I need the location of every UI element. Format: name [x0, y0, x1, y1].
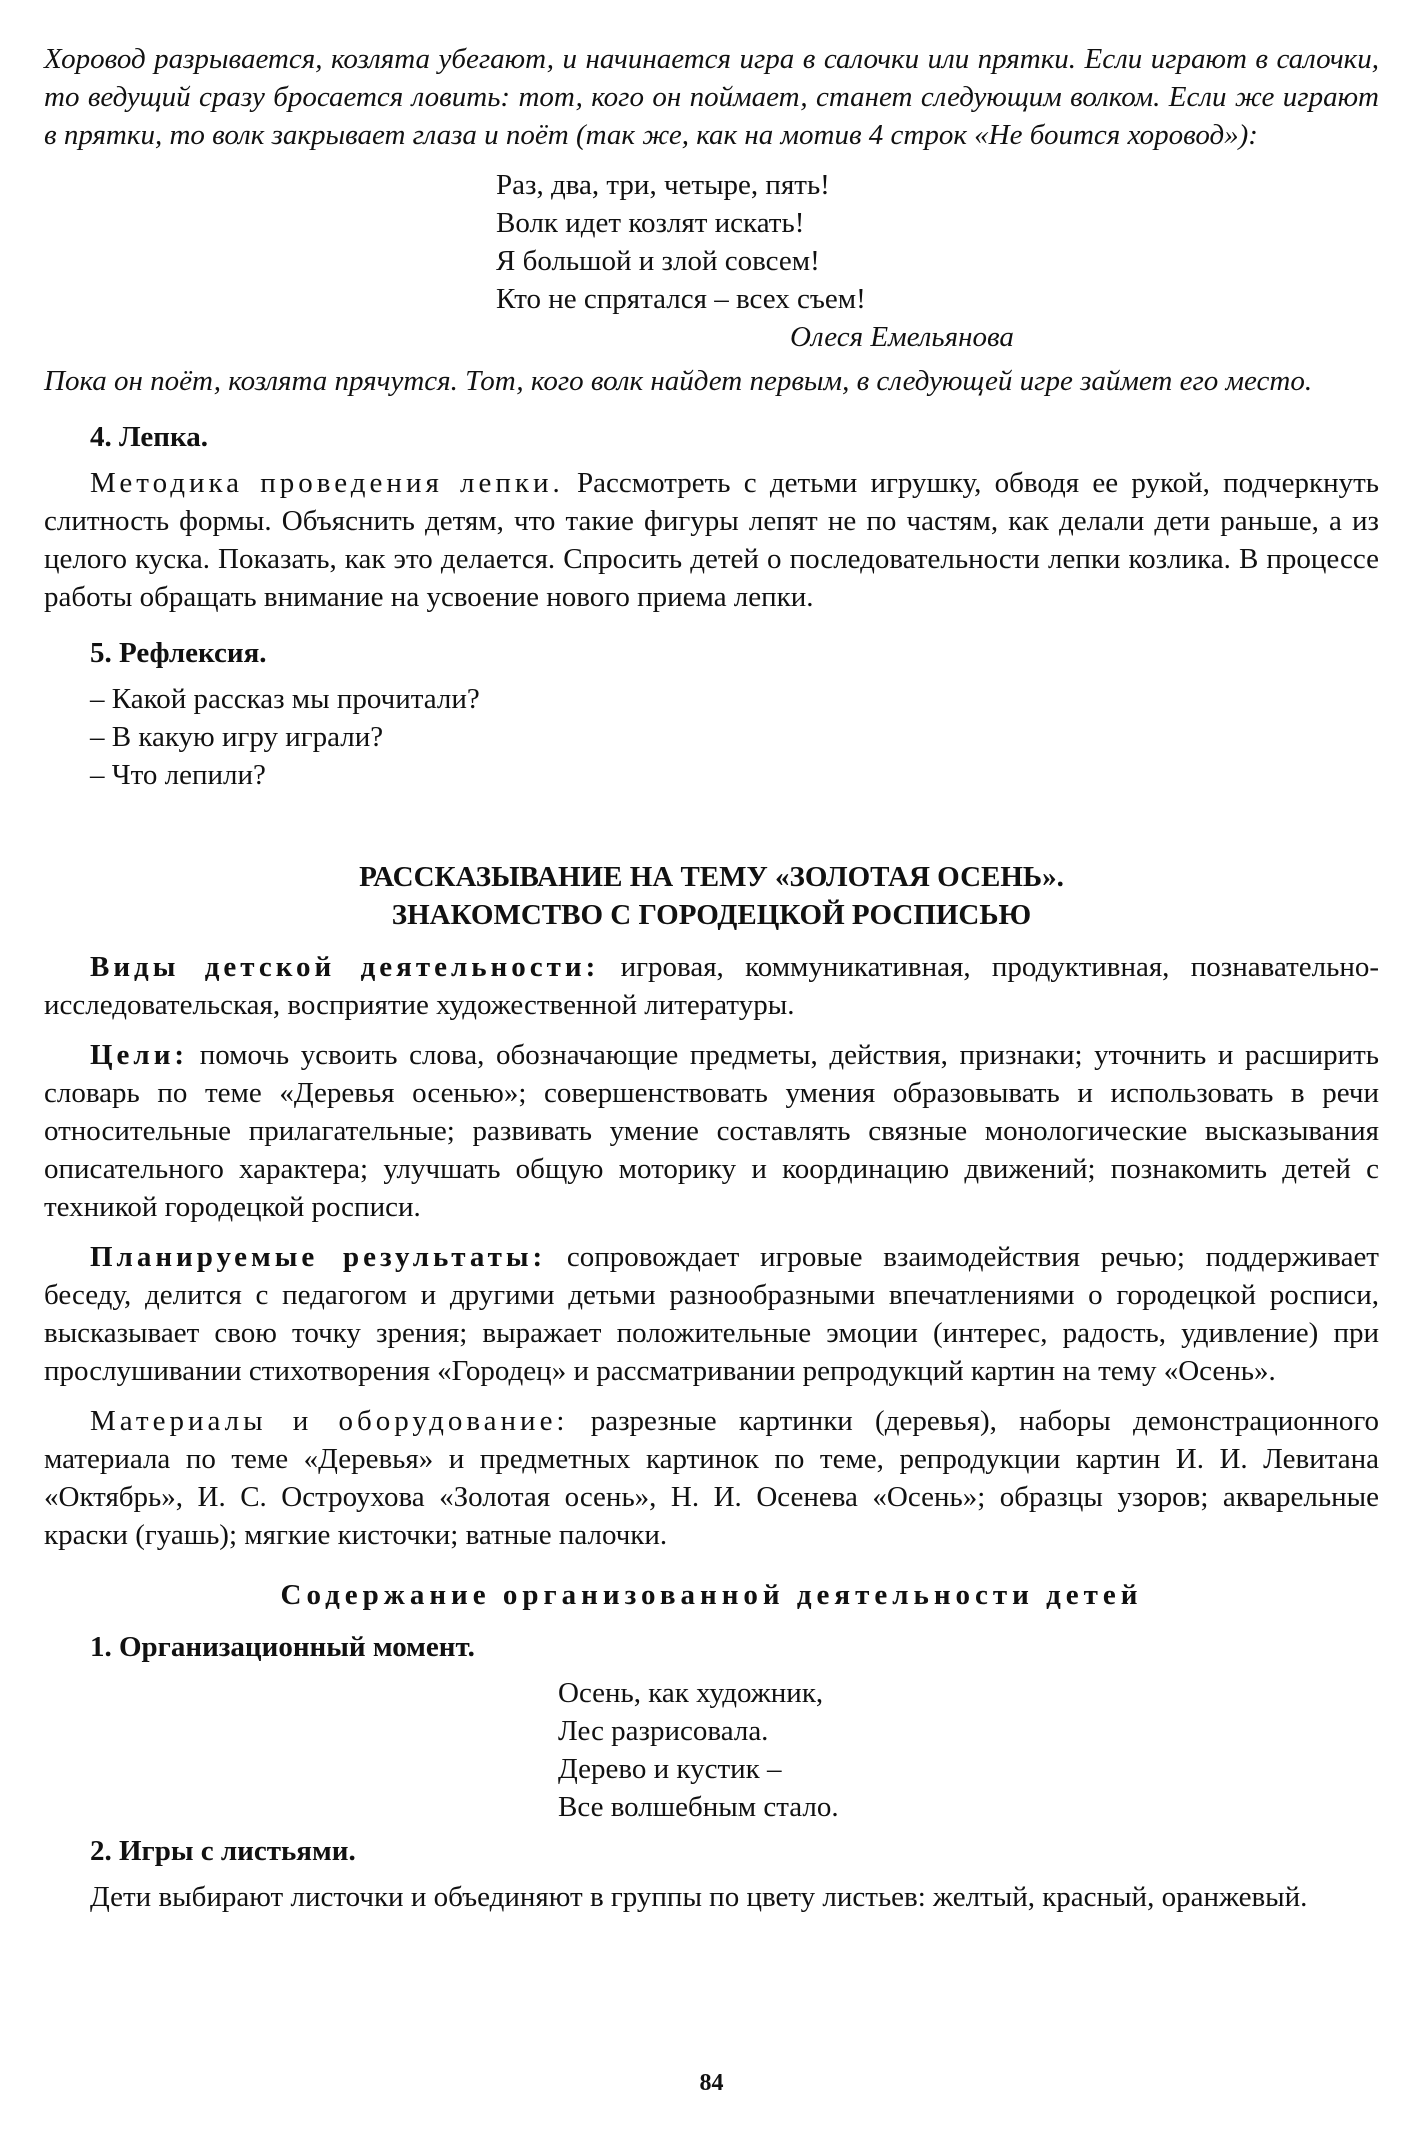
poem-line: Дерево и кустик – [558, 1753, 782, 1785]
reflection-question: – В какую игру играли? [90, 721, 384, 753]
poem-author: Олеся Емельянова [790, 321, 1014, 353]
reflection-heading: 5. Рефлексия. [90, 637, 267, 669]
content-heading: Содержание организованной деятельности детей [280, 1579, 1143, 1611]
materials-text: разрезные картинки (деревья), наборы демонстрационного материала по теме «Деревья» и предметных картинок по теме, репродукции картин И. И. Левитана «Октябрь», И. С. Остроухова «Золотая осень», Н. И. Осенева «Осень»; образцы узоров; акварельные краски (гуашь); мягкие кисточки; ватные палочки. [44, 1405, 1379, 1551]
modeling-text: Рассмотреть с детьми игрушку, обводя ее рукой, подчеркнуть слитность формы. Объяснить детям, что такие фигуры лепят не по частям, как делали дети раньше, а из целого куска. Показать, как это делается. Спросить детей о последовательности лепки козлика. В процессе работы обращать внимание на усвоение нового приема лепки. [44, 467, 1379, 613]
poem-line: Волк идет козлят искать! [496, 207, 805, 239]
modeling-heading: 4. Лепка. [90, 421, 209, 453]
activities-label: Виды детской деятельности: [90, 951, 600, 983]
activities-text: игровая, коммуникативная, продуктивная, познавательно-исследовательская, восприятие художественной литературы. [44, 951, 1379, 1021]
reflection-question: – Какой рассказ мы прочитали? [90, 683, 480, 715]
after-poem-paragraph: Пока он поёт, козлята прячутся. Тот, кого волк найдет первым, в следующей игре займет его место. [44, 365, 1313, 397]
modeling-lead: Методика проведения лепки. [90, 467, 564, 499]
poem-line: Осень, как художник, [558, 1677, 824, 1709]
page-number: 84 [699, 2070, 724, 2096]
lesson-title-line: ЗНАКОМСТВО С ГОРОДЕЦКОЙ РОСПИСЬЮ [391, 899, 1032, 931]
step2-heading: 2. Игры с листьями. [90, 1835, 356, 1867]
goals-paragraph [44, 1036, 1379, 1226]
intro-paragraph: Хоровод разрывается, козлята убегают, и начинается игра в салочки или прятки. Если играют в салочки, то ведущий сразу бросается ловить: тот, кого он поймает, станет следующим волком. Если же играют в прятки, то волк закрывает глаза и поёт (так же, как на мотив 4 строк «Не боится хоровод»): [44, 43, 1379, 151]
poem-line: Кто не спрятался – всех съем! [496, 283, 866, 315]
goals-label: Цели: [90, 1039, 189, 1071]
goals-text: помочь усвоить слова, обозначающие предметы, действия, признаки; уточнить и расширить словарь по теме «Деревья осенью»; совершенствовать умения образовывать и использовать в речи относительные прилагательные; развивать умение составлять связные монологические высказывания описательного характера; улучшать общую моторику и координацию движений; познакомить детей с техникой городецкой росписи. [44, 1039, 1379, 1223]
poem-line: Я большой и злой совсем! [496, 245, 820, 277]
lesson-title-line: РАССКАЗЫВАНИЕ НА ТЕМУ «ЗОЛОТАЯ ОСЕНЬ». [359, 861, 1064, 893]
autumn-poem [44, 1674, 1379, 1826]
reflection-question: – Что лепили? [90, 759, 266, 791]
modeling-paragraph [44, 464, 1379, 616]
poem-line: Все волшебным стало. [558, 1791, 839, 1823]
results-text: сопровождает игровые взаимодействия речью; поддерживает беседу, делится с педагогом и другими детьми разнообразными впечатлениями о городецкой росписи, высказывает свою точку зрения; выражает положительные эмоции (интерес, радость, удивление) при прослушивании стихотворения «Городец» и рассматривании репродукций картин на тему «Осень». [44, 1241, 1379, 1387]
results-label: Планируемые результаты: [90, 1241, 547, 1273]
materials-paragraph [44, 1402, 1379, 1554]
materials-label: Материалы и оборудование: [90, 1405, 569, 1437]
step1-heading: 1. Организационный момент. [90, 1631, 475, 1663]
results-paragraph [44, 1238, 1379, 1390]
poem-line: Лес разрисовала. [558, 1715, 769, 1747]
wolf-poem [44, 166, 1379, 356]
poem-line: Раз, два, три, четыре, пять! [496, 169, 830, 201]
activities-paragraph [44, 948, 1379, 1024]
step2-paragraph: Дети выбирают листочки и объединяют в группы по цвету листьев: желтый, красный, оранжевый. [90, 1881, 1308, 1913]
lesson-title [44, 858, 1379, 934]
